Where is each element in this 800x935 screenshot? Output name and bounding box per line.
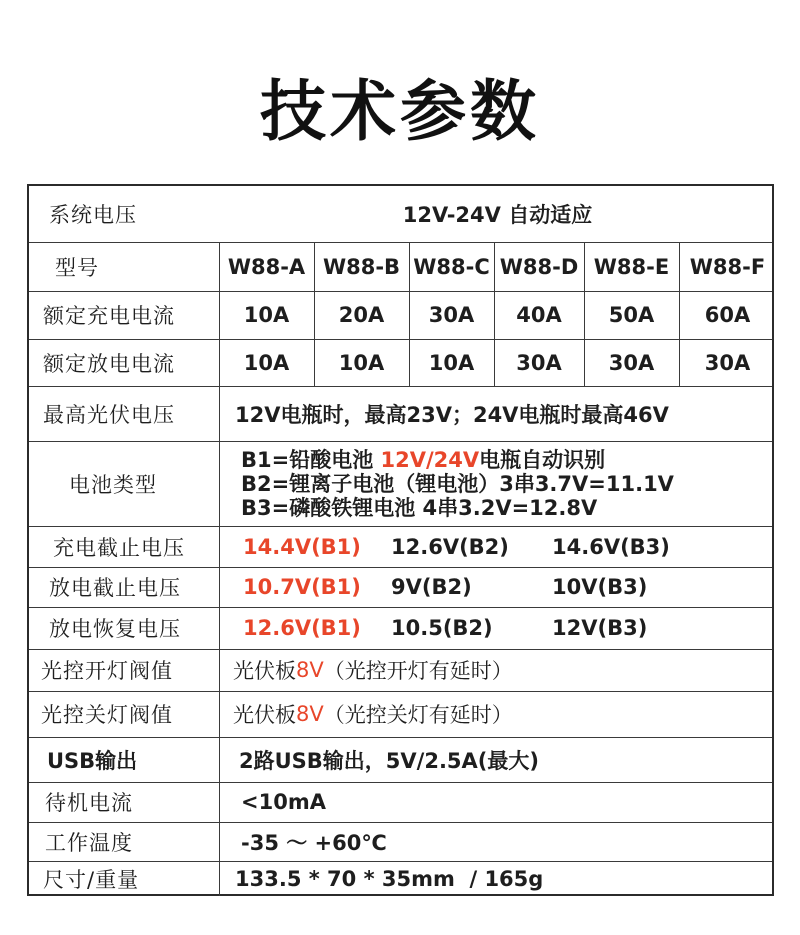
rated-charge-current-label: 额定充电电流 bbox=[43, 304, 175, 328]
charge-cutoff-label: 充电截止电压 bbox=[53, 535, 185, 560]
battery-type-value bbox=[241, 441, 674, 526]
usb-output-label: USB输出 bbox=[47, 748, 138, 773]
discharge-current-cell: 30A bbox=[516, 350, 562, 375]
discharge-recovery-b3: 12V(B3) bbox=[552, 616, 648, 640]
operating-temp-label: 工作温度 bbox=[45, 830, 133, 855]
discharge-cutoff-b3: 10V(B3) bbox=[552, 575, 648, 599]
max-pv-voltage-label: 最高光伏电压 bbox=[43, 402, 175, 427]
discharge-recovery-b1: 12.6V(B1) bbox=[243, 616, 361, 640]
model-cell: W88-C bbox=[413, 254, 490, 279]
discharge-cutoff-label: 放电截止电压 bbox=[49, 576, 181, 600]
max-pv-voltage-value: 12V电瓶时，最高23V；24V电瓶时最高46V bbox=[235, 402, 669, 427]
operating-temp-value: -35 ～ +60℃ bbox=[241, 830, 387, 855]
model-cell: W88-F bbox=[689, 254, 766, 279]
discharge-cutoff-b1: 10.7V(B1) bbox=[243, 575, 361, 599]
light-on-threshold-label: 光控开灯阀值 bbox=[41, 659, 173, 683]
battery-type-line-b3: B3=磷酸铁锂电池 4串3.2V=12.8V bbox=[241, 495, 598, 520]
system-voltage-label: 系统电压 bbox=[49, 203, 137, 227]
battery-type-label: 电池类型 bbox=[69, 472, 157, 497]
discharge-current-cell: 30A bbox=[704, 350, 751, 375]
size-weight-label: 尺寸/重量 bbox=[43, 867, 140, 892]
discharge-recovery-label: 放电恢复电压 bbox=[49, 617, 181, 641]
row-divider bbox=[29, 822, 772, 823]
light-on-threshold-value: 光伏板 8V （光控开灯有延时） bbox=[233, 658, 513, 683]
charge-current-cell: 40A bbox=[516, 303, 562, 327]
model-cell: W88-B bbox=[322, 254, 401, 279]
discharge-current-cell: 30A bbox=[608, 350, 655, 375]
battery-type-line-b1: B1=铅酸电池 12V/24V电瓶自动识别 bbox=[241, 447, 606, 472]
model-cell: W88-A bbox=[227, 254, 306, 279]
discharge-recovery-b2: 10.5(B2) bbox=[391, 616, 493, 640]
discharge-current-cell: 10A bbox=[428, 350, 475, 375]
discharge-cutoff-b2: 9V(B2) bbox=[391, 575, 472, 599]
charge-current-cell: 50A bbox=[608, 303, 655, 327]
standby-current-value: <10mA bbox=[241, 790, 326, 814]
usb-output-value: 2路USB输出，5V/2.5A(最大) bbox=[239, 748, 539, 773]
charge-current-cell: 60A bbox=[704, 303, 751, 327]
model-label: 型号 bbox=[55, 255, 99, 280]
charge-current-cell: 20A bbox=[338, 303, 385, 327]
model-cell: W88-E bbox=[593, 254, 670, 279]
battery-type-line-b2: B2=锂离子电池（锂电池）3串3.7V=11.1V bbox=[241, 471, 674, 496]
system-voltage-value: 12V-24V 自动适应 bbox=[402, 203, 593, 227]
charge-cutoff-b1: 14.4V(B1) bbox=[243, 534, 361, 559]
model-cell: W88-D bbox=[499, 254, 579, 279]
page-title: 技术参数 bbox=[260, 73, 540, 150]
light-off-threshold-value: 光伏板 8V （光控关灯有延时） bbox=[233, 702, 513, 727]
charge-current-cell: 10A bbox=[243, 303, 290, 327]
rated-discharge-current-label: 额定放电电流 bbox=[43, 351, 175, 376]
charge-cutoff-b2: 12.6V(B2) bbox=[391, 534, 509, 559]
discharge-current-cell: 10A bbox=[338, 350, 385, 375]
standby-current-label: 待机电流 bbox=[45, 791, 133, 815]
discharge-current-cell: 10A bbox=[243, 350, 290, 375]
spec-table bbox=[27, 184, 774, 896]
charge-current-cell: 30A bbox=[428, 303, 475, 327]
charge-cutoff-b3: 14.6V(B3) bbox=[552, 534, 670, 559]
size-weight-value: 133.5 * 70 * 35mm / 165g bbox=[235, 866, 544, 891]
light-off-threshold-label: 光控关灯阀值 bbox=[41, 703, 173, 727]
row-divider bbox=[29, 782, 772, 783]
